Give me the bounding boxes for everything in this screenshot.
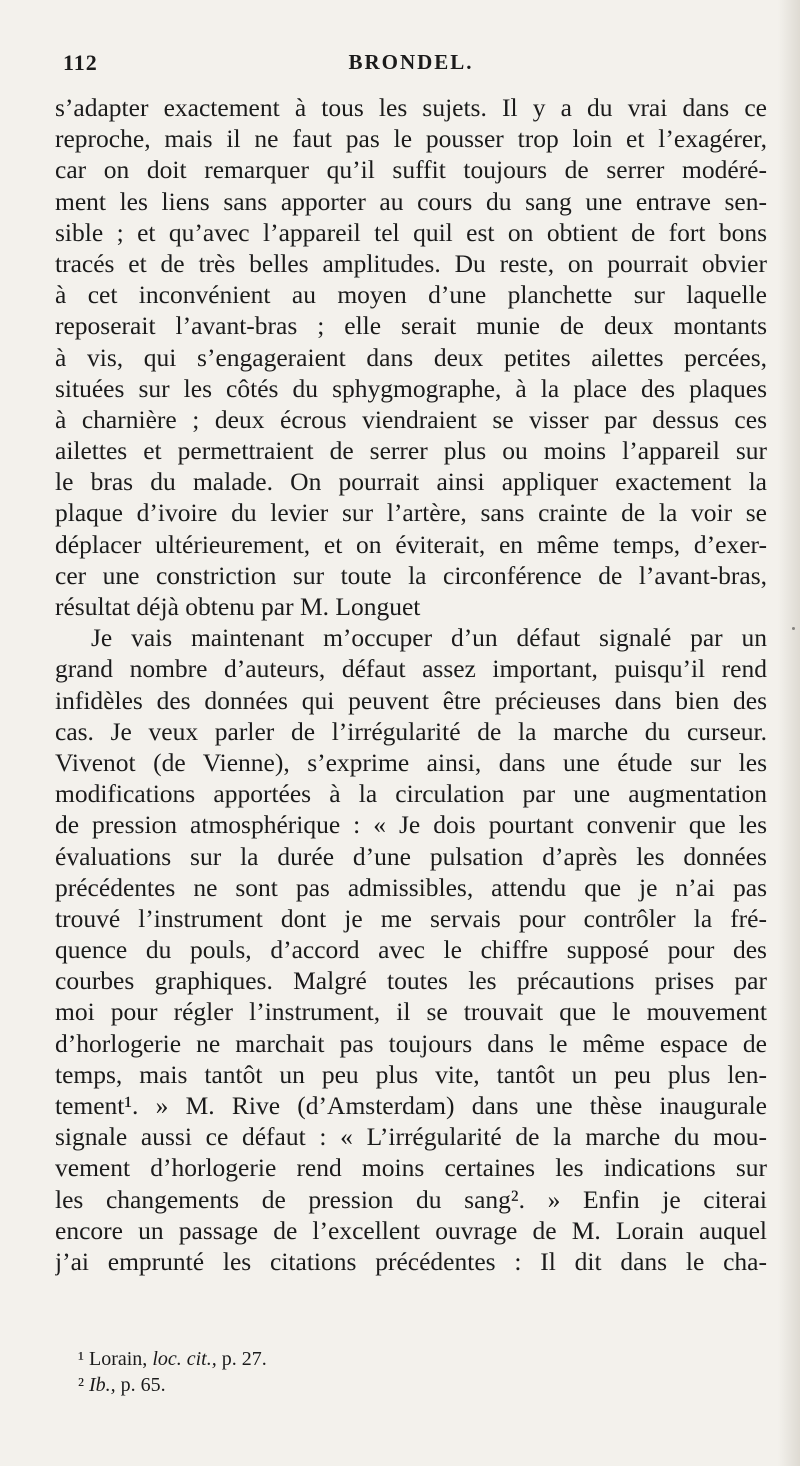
footnote-ref: Ib.,: [89, 1374, 116, 1396]
text-line: d’horlogerie ne marchait pas toujours dans le même espace de: [55, 1028, 767, 1058]
running-head: BRONDEL.: [348, 50, 474, 74]
text-line: tement¹. » M. Rive (d’Amsterdam) dans une thèse inaugurale: [55, 1091, 767, 1120]
text-line: j’ai emprunté les citations précédentes : Il dit dans le cha-: [55, 1246, 767, 1276]
footnote-page: p. 65.: [120, 1374, 166, 1396]
text-line: situées sur les côtés du sphygmographe, à la place des plaques: [55, 373, 767, 403]
text-line: grand nombre d’auteurs, défaut assez important, puisqu’il rend: [55, 654, 767, 684]
footnote-page: p. 27.: [221, 1348, 267, 1370]
text-line: Vivenot (de Vienne), s’exprime ainsi, dans une étude sur les: [55, 747, 767, 777]
text-line: encore un passage de l’excellent ouvrage de M. Lorain auquel: [55, 1215, 767, 1245]
body-text: [55, 92, 767, 1277]
text-line: cer une constriction sur toute la circonférence de l’avant-bras,: [55, 560, 767, 590]
text-line: déplacer ultérieurement, et on éviterait, en même temps, d’exer-: [55, 529, 767, 559]
text-line: temps, mais tantôt un peu plus vite, tantôt un peu plus len-: [55, 1059, 767, 1089]
text-line: modifications apportées à la circulation par une augmentation: [55, 779, 767, 809]
text-line: à cet inconvénient au moyen d’une planchette sur laquelle: [55, 280, 767, 310]
text-line: tracés et de très belles amplitudes. Du reste, on pourrait obvier: [55, 248, 767, 278]
text-line: précédentes ne sont pas admissibles, attendu que je n’ai pas: [55, 872, 767, 902]
text-line: infidèles des données qui peuvent être précieuses dans bien des: [55, 685, 767, 715]
text-line: s’adapter exactement à tous les sujets. Il y a du vrai dans ce: [55, 93, 767, 122]
text-line: reposerait l’avant-bras ; elle serait munie de deux montants: [55, 311, 767, 341]
text-line: de pression atmosphérique : « Je dois pourtant convenir que les: [55, 810, 767, 840]
text-line: cas. Je veux parler de l’irrégularité de la marche du curseur.: [55, 716, 767, 746]
footnote-author: Lorain,: [89, 1348, 148, 1370]
text-line: le bras du malade. On pourrait ainsi appliquer exactement la: [55, 467, 767, 497]
footnote-ref: loc. cit.,: [152, 1348, 217, 1370]
text-line: reproche, mais il ne faut pas le pousser trop loin et l’exagérer,: [55, 124, 767, 154]
text-line: quence du pouls, d’accord avec le chiffre supposé pour des: [55, 935, 767, 965]
text-line-paragraph-start: Je vais maintenant m’occuper d’un défaut signalé par un: [91, 623, 767, 653]
text-line: plaque d’ivoire du levier sur l’artère, sans crainte de la voir se: [55, 498, 767, 528]
text-line: courbes graphiques. Malgré toutes les précautions prises par: [55, 966, 767, 996]
text-line: moi pour régler l’instrument, il se trouvait que le mouvement: [55, 997, 767, 1027]
footnote-mark: ²: [78, 1374, 84, 1396]
text-line: les changements de pression du sang². » Enfin je citerai: [55, 1184, 767, 1214]
page-number: 112: [63, 50, 98, 75]
text-line: évaluations sur la durée d’une pulsation d’après les données: [55, 841, 767, 871]
text-line: signale aussi ce défaut : « L’irrégularité de la marche du mou-: [55, 1122, 767, 1152]
text-line: à charnière ; deux écrous viendraient se visser par dessus ces: [55, 404, 767, 434]
footnote-1: [78, 1346, 758, 1372]
text-line: ment les liens sans apporter au cours du sang une entrave sen-: [55, 186, 767, 216]
footnote-mark: ¹: [78, 1348, 84, 1370]
footnote-2: [78, 1372, 758, 1398]
text-line: à vis, qui s’engageraient dans deux petites ailettes percées,: [55, 342, 767, 372]
text-line: car on doit remarquer qu’il suffit toujours de serrer modéré-: [55, 155, 767, 185]
text-line-paragraph-end: résultat déjà obtenu par M. Longuet: [55, 592, 421, 621]
page-edge-shadow: [778, 0, 800, 1466]
text-line: sible ; et qu’avec l’appareil tel quil est on obtient de fort bons: [55, 217, 767, 247]
text-line: vement d’horlogerie rend moins certaines les indications sur: [55, 1153, 767, 1183]
text-line: trouvé l’instrument dont je me servais pour contrôler la fré-: [55, 903, 767, 933]
page-header: [55, 50, 767, 82]
text-line: ailettes et permettraient de serrer plus ou moins l’appareil sur: [55, 436, 767, 466]
footnotes: [78, 1346, 758, 1398]
